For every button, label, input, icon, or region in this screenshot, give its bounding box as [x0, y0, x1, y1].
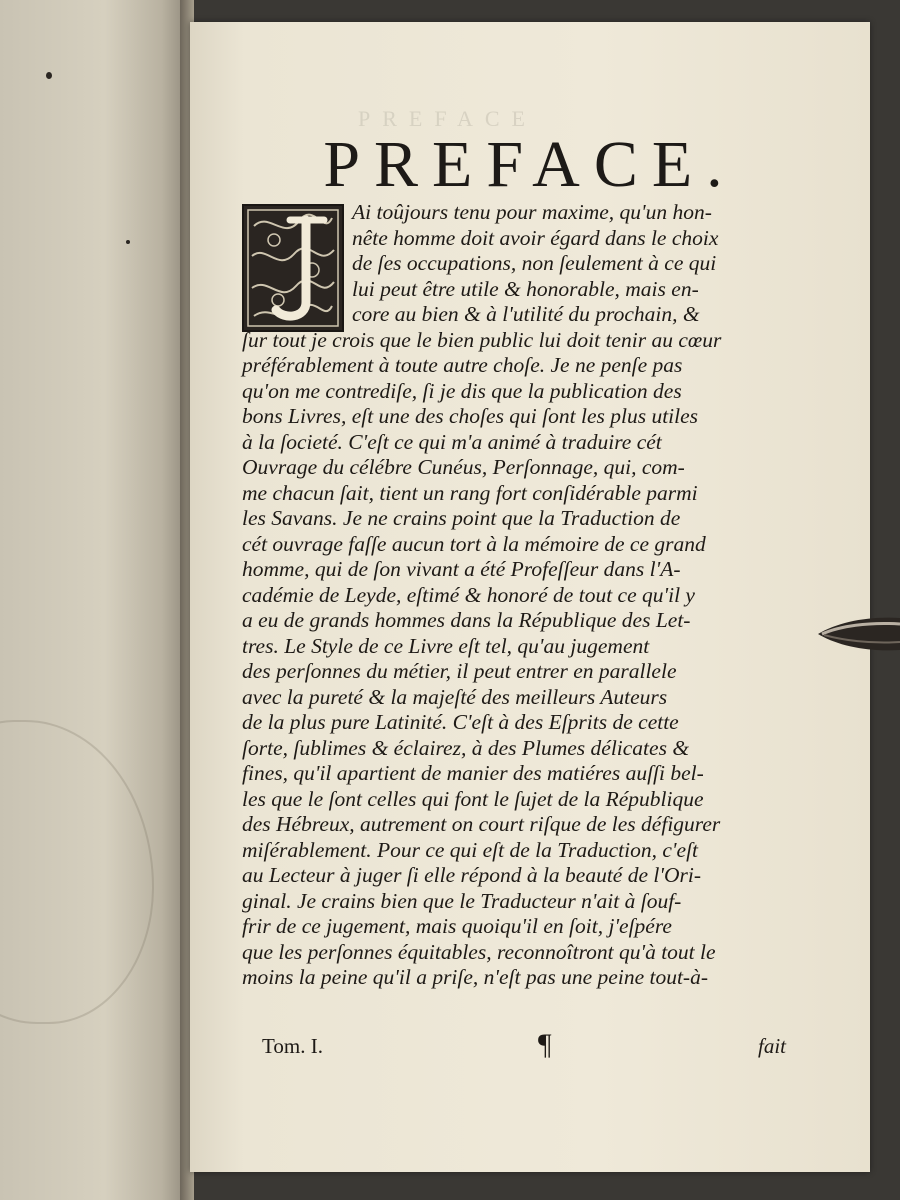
pointer-tool-icon [818, 612, 900, 656]
text-line: de ſes occupations, non ſeulement à ce qui [352, 251, 717, 275]
facing-page [0, 0, 190, 1200]
text-line: ginal. Je crains bien que le Traducteur n'ait à ſouf- [242, 888, 682, 913]
book-page [190, 22, 870, 1172]
text-line: de la plus pure Latinité. C'eſt à des Eſprits de cette [242, 710, 679, 734]
text-line: nête homme doit avoir égard dans le choix [352, 225, 719, 250]
text-line: moins la peine qu'il a priſe, n'eſt pas une peine tout-à- [242, 965, 708, 989]
catchword: fait [758, 1034, 787, 1058]
text-line: tres. Le Style de ce Livre eſt tel, qu'au jugement [242, 633, 650, 658]
text-line: avec la pureté & la majeſté des meilleurs Auteurs [242, 684, 668, 709]
text-line: à la ſocieté. C'eſt ce qui m'a animé à traduire cét [242, 429, 662, 454]
preface-body [242, 200, 812, 991]
text-line: ſorte, ſublimes & éclairez, à des Plumes délicates & [242, 735, 690, 760]
text-line: préférablement à toute autre choſe. Je ne penſe pas [242, 353, 683, 377]
text-line: au Lecteur à juger ſi elle répond à la beauté de l'Ori- [242, 863, 701, 887]
text-line: cét ouvrage faſſe aucun tort à la mémoire de ce grand [242, 531, 706, 556]
text-line: les que le ſont celles qui font le ſujet de la République [242, 786, 704, 811]
text-line: qu'on me contrediſe, ſi je dis que la publication des [242, 378, 682, 403]
text-line: homme, qui de ſon vivant a été Profeſſeur dans l'A- [242, 557, 681, 581]
text-line: Ouvrage du célébre Cunéus, Perſonnage, qui, com- [242, 455, 685, 479]
text-line: les Savans. Je ne crains point que la Traduction de [242, 506, 681, 530]
text-line: des perſonnes du métier, il peut entrer en parallele [242, 659, 677, 683]
text-line: lui peut être utile & honorable, mais en- [352, 276, 699, 301]
text-line: que les perſonnes équitables, reconnoîtront qu'à tout le [242, 939, 716, 964]
text-line: a eu de grands hommes dans la République des Let- [242, 608, 691, 632]
text-line: ſur tout je crois que le bien public lui doit tenir au cœur [242, 327, 722, 352]
text-line: des Hébreux, autrement on court riſque de les défigurer [242, 812, 721, 836]
ink-speck [46, 72, 52, 79]
page-title: PREFACE. [323, 128, 737, 201]
text-line: bons Livres, eſt une des choſes qui ſont les plus utiles [242, 404, 699, 428]
text-line: miſérablement. Pour ce qui eſt de la Traduction, c'eſt [242, 837, 699, 862]
text-line: me chacun ſait, tient un rang fort conſidérable parmi [242, 480, 698, 505]
text-line: Ai toûjours tenu pour maxime, qu'un hon- [352, 200, 712, 224]
text-line: cadémie de Leyde, eſtimé & honoré de tout ce qu'il y [242, 582, 695, 607]
text-line: core au bien & à l'utilité du prochain, & [352, 302, 700, 326]
ink-speck [126, 240, 130, 244]
text-line: fines, qu'il apartient de manier des matiéres auſſi bel- [242, 761, 704, 785]
pilcrow-mark: ¶ [538, 1028, 552, 1061]
page-stain [0, 720, 154, 1024]
text-line: frir de ce jugement, mais quoiqu'il en ſoit, j'eſpére [242, 914, 672, 938]
signature-mark: Tom. I. [262, 1034, 323, 1058]
show-through-text: PREFACE [358, 106, 537, 131]
